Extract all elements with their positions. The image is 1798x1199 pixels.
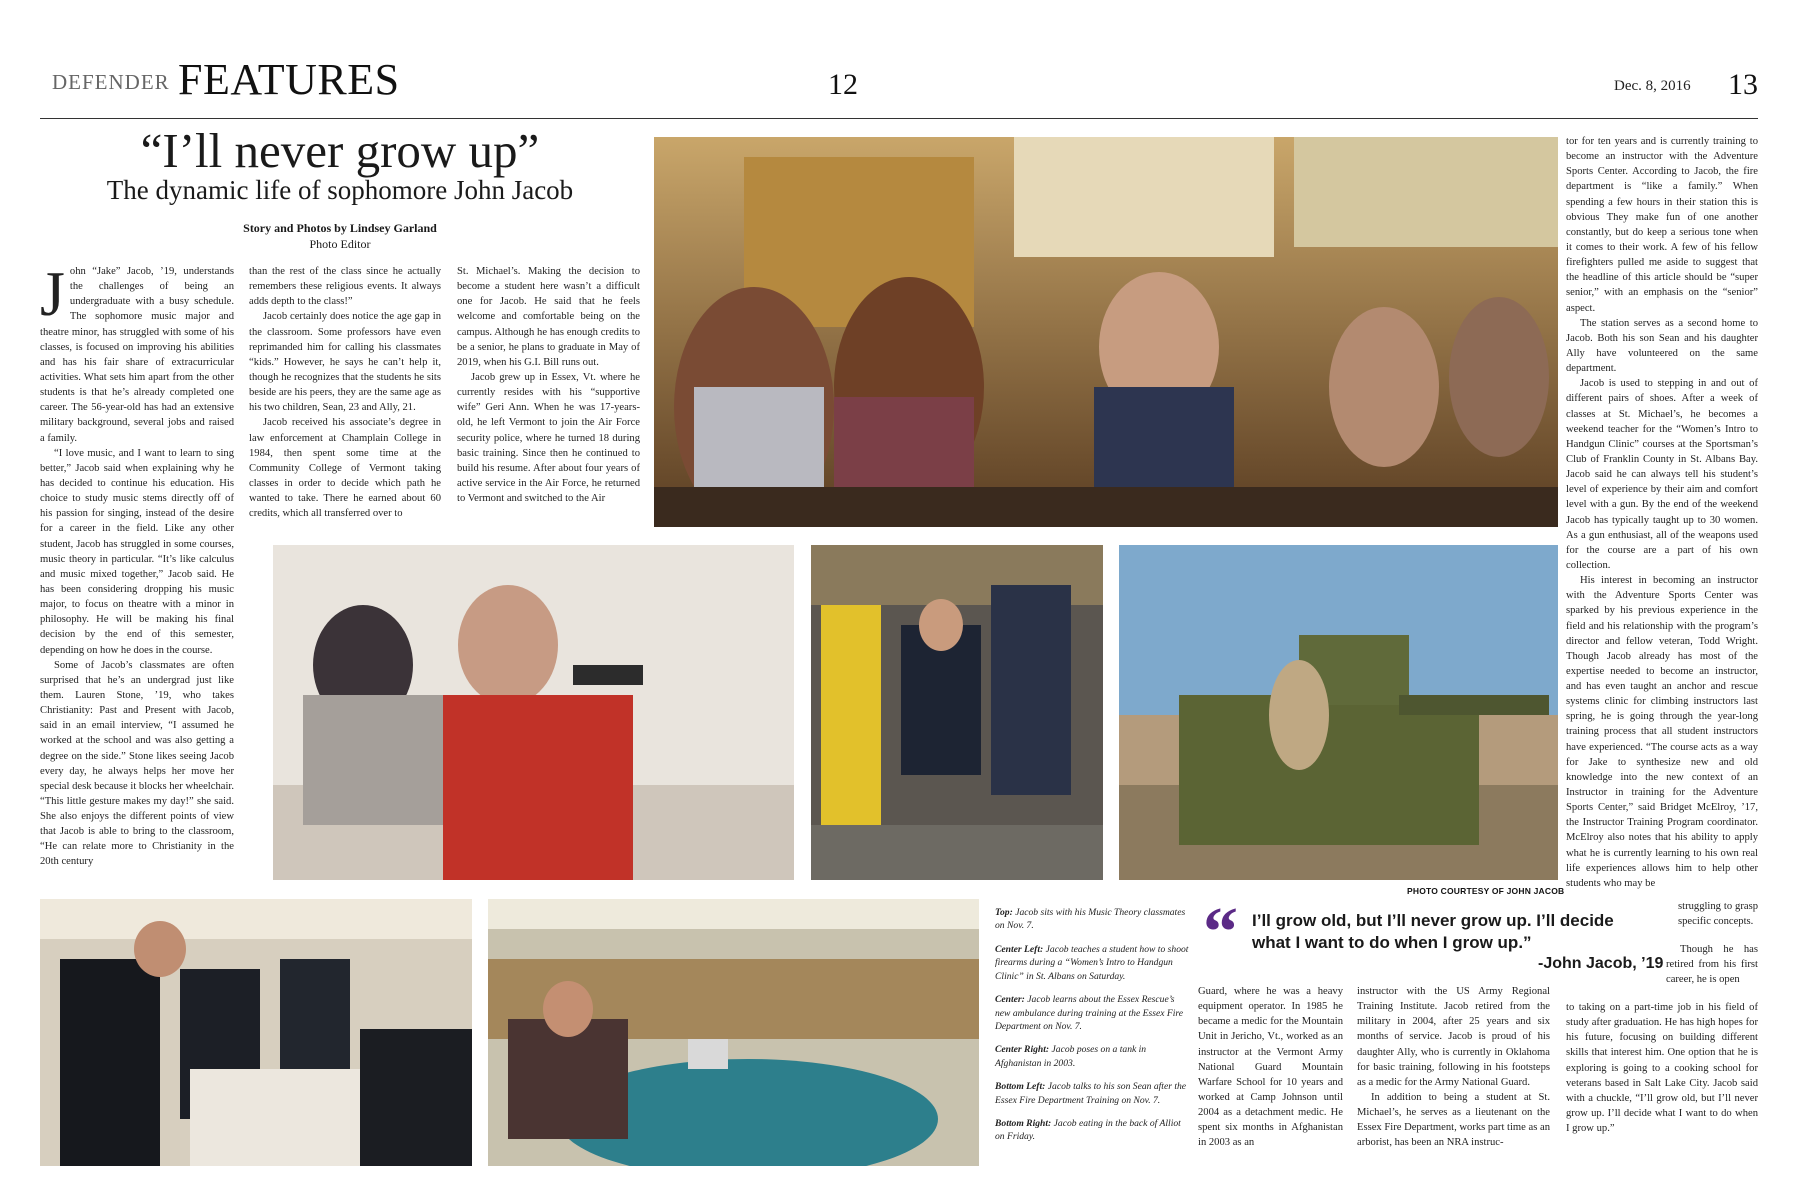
paragraph: In addition to being a student at St. Michael’s, he serves as a lieutenant on the Essex Fire Department, works part time as an arborist, has been an NRA instruc- [1357, 1091, 1550, 1149]
paragraph: tor for ten years and is currently training to become an instructor with the Adventure Sports Center. According to Jacob, the fire department is “like a family.” When spending a few hours in their station this is obvious They make fun of one another constantly, but do keep a serious tone when it comes to their work. A few of his fellow firefighters pulled me aside to suggest that the headline of this article should be “super senior,” with an emphasis on the “senior” aspect. [1566, 136, 1758, 314]
photo-classroom [654, 137, 1558, 527]
paragraph: than the rest of the class since he actually remembers these religious events. It always adds depth to the class!” [249, 266, 441, 308]
left-page-number: 12 [828, 68, 858, 101]
quote-mark-icon: “ [1203, 894, 1238, 971]
subhead: The dynamic life of sophomore John Jacob [106, 175, 574, 205]
caption: Bottom Left: Jacob talks to his son Sean after the Essex Fire Department Training on Nov. 7. [995, 1081, 1187, 1106]
byline: Story and Photos by Lindsey Garland [243, 221, 437, 235]
paragraph: Jacob grew up in Essex, Vt. where he currently resides with his “supportive wife” Geri Ann. When he was 17-years-old, he left Vermont to join the Air Force security police, where he turned 18 during basic training. Since then he continued to build his resume. After about four years of active service in the Air Force, he returned to Vermont and switched to the Air [457, 371, 640, 505]
photo-captions [995, 906, 1191, 1166]
paragraph: instructor with the US Army Regional Training Institute. Jacob retired from the military in 2004, after 25 years and six months of service. Jacob is proud of his daughter Ally, who is currently in Oklahoma for basic training, following in his footsteps as a medic for the Army National Guard. [1357, 986, 1550, 1088]
article-column-2 [249, 264, 441, 528]
photo-credit: PHOTO COURTESY OF JOHN JACOB [1407, 886, 1565, 896]
article-column-right-narrow [1678, 899, 1758, 939]
photo-ambulance-training [811, 545, 1103, 880]
caption: Center Left: Jacob teaches a student how to shoot firearms during a “Women’s Intro to Handgun Clinic” in St. Albans on Saturday. [995, 943, 1189, 982]
paragraph: Though he has retired from his first career, he is open [1666, 944, 1758, 986]
pull-quote-line: I’ll grow old, but I’ll never grow up. I’ll decide [1252, 911, 1614, 930]
article-column-1 [40, 264, 234, 882]
issue-date: Dec. 8, 2016 [1614, 78, 1691, 94]
right-page-number: 13 [1728, 68, 1758, 101]
paragraph: Jacob received his associate’s degree in law enforcement at Champlain College in 1984, then spent some time at the Community College of Vermont taking classes in order to decide which path he wanted to take. There he earned about 60 credits, which all transferred over to [249, 417, 441, 520]
paragraph: St. Michael’s. Making the decision to become a student here wasn’t a difficult one for Jacob. He said that he feels welcome and comfortable being on the campus. Although he has enough credits to be a senior, he plans to graduate in May of 2019, when his G.I. Bill runs out. [457, 266, 640, 368]
caption: Center Right: Jacob poses on a tank in Afghanistan in 2003. [995, 1044, 1147, 1069]
article-column-right [1566, 134, 1758, 896]
paragraph: ohn “Jake” Jacob, ’19, understands the challenges of being an undergraduate with a busy schedule. The sophomore music major and theatre minor, has struggled with some of his classes, is focused on improving his abilities and has his fair share of extracurricular activities. What sets him apart from the other students is that he’s already completed one career. The 56-year-old has had an extensive military background, several jobs and raised a family. [40, 266, 234, 444]
photo-cafeteria [488, 899, 979, 1166]
paragraph: The station serves as a second home to Jacob. Both his son Sean and his daughter Ally have volunteered on the same department. [1566, 317, 1758, 375]
paragraph: struggling to grasp specific concepts. [1678, 901, 1758, 928]
paragraph: Some of Jacob’s classmates are often surprised that he’s an undergrad just like them. Lauren Stone, ’19, who takes Christianity: Past and Present with Jacob, said in an email interview, “I assumed he worked at the school and was also getting a degree on the side.” Stone likes seeing Jacob every day, he always helps her move her special desk because it blocks her wheelchair. “This little gesture makes my day!” she said. She also enjoys the different points of view that Jacob is able to bring to the classroom, “He can relate more to Christianity in the 20th century [40, 659, 234, 868]
byline-title: Photo Editor [309, 237, 371, 251]
article-column-3 [457, 264, 640, 528]
dropcap: J [40, 264, 65, 329]
photo-handgun-clinic [273, 545, 794, 880]
paragraph: “I love music, and I want to learn to sing better,” Jacob said when explaining why he has decided to continue his education. His choice to study music stems directly off of his passion for singing, instead of the desire for a career in the field. Like any other student, Jacob has struggled in some courses, music theory in particular. “It’s like calculus and music mixed together,” Jacob said. He has been considering dropping his music major, to focus on theatre with a minor in philosophy. He will be making his final decision by the end of this semester, depending on how he does in the course. [40, 447, 234, 656]
masthead-rule [40, 118, 1758, 119]
article-column-right-end [1566, 1000, 1758, 1150]
caption: Top: Jacob sits with his Music Theory classmates on Nov. 7. [995, 907, 1186, 932]
pull-quote-attribution: -John Jacob, ’19 [1538, 955, 1664, 972]
article-column-5 [1357, 984, 1550, 1166]
paragraph: to taking on a part-time job in his field of study after graduation. He has high hopes for his future, focusing on building different skills that interest him. One option that he is exploring is going to a cooking school for veterans based in Salt Lake City. Jacob said with a chuckle, “I’ll grow old, but I’ll never grow up. I’ll decide what I want to do when I grow up.” [1566, 1002, 1758, 1135]
section-title: FEATURES [178, 55, 400, 104]
caption: Bottom Right: Jacob eating in the back of Alliot on Friday. [995, 1118, 1181, 1143]
pull-quote-line: what I want to do when I grow up.” [1252, 932, 1532, 952]
photo-tank-afghanistan [1119, 545, 1558, 880]
paragraph: Jacob is used to stepping in and out of different pairs of shoes. After a week of classes at St. Michael’s, he becomes a weekend teacher for the “Women’s Intro to Handgun Clinic” courses at the Sportsman’s Club of Franklin County in St. Albans Bay. Jacob said he can always tell his student’s level of experience by their aim and comfort level with a gun. By the end of the weekend Jacob has typically taught up to 30 women. As a gun enthusiast, all of the weapons used for the course are a part of his own collection. [1566, 378, 1758, 571]
headline: “I’ll never grow up” [140, 123, 540, 178]
paragraph: Guard, where he was a heavy equipment operator. In 1985 he became a medic for the Mountain Unit in Jericho, Vt., worked as an instructor at the Vermont Army National Guard Mountain Warfare School for 10 years and worked at Camp Johnson until 2004 as a detachment medic. He spent six months in Afghanistan in 2003 as an [1198, 986, 1343, 1149]
paragraph: His interest in becoming an instructor with the Adventure Sports Center was sparked by his previous experience in the field and his relationship with the program’s director and fellow veteran, Todd Wright. Though Jacob already has most of the expertise needed to become an instructor, and has even taught an anchor and rescue systems clinic for climbing instructors last spring, he is going through the year-long training process that all student instructors have experienced. “The course acts as a way for Jake to synthesize new and old knowledge into the new context of an Instructor in training for the Adventure Sports Center,” said Bridget McElroy, ’17, the Instructor Training Program coordinator. McElroy also notes that his ability to apply what he is currently learning to his own real life experiences allows him to help other students who may be [1566, 575, 1758, 889]
pull-quote [1252, 910, 1692, 953]
caption: Center: Jacob learns about the Essex Rescue’s new ambulance during training at the Essex Fire Department on Nov. 7. [995, 994, 1184, 1032]
section-prefix: DEFENDER [52, 70, 170, 94]
photo-firefighters [40, 899, 472, 1166]
article-column-right-narrow-2 [1666, 942, 1758, 998]
article-column-4 [1198, 984, 1343, 1166]
paragraph: Jacob certainly does notice the age gap in the classroom. Some professors have even reprimanded him for calling his classmates “kids.” However, he says he can’t help it, though he recognizes that the students he sits beside are his peers, they are the same age as his two children, Sean, 23 and Ally, 21. [249, 311, 441, 414]
